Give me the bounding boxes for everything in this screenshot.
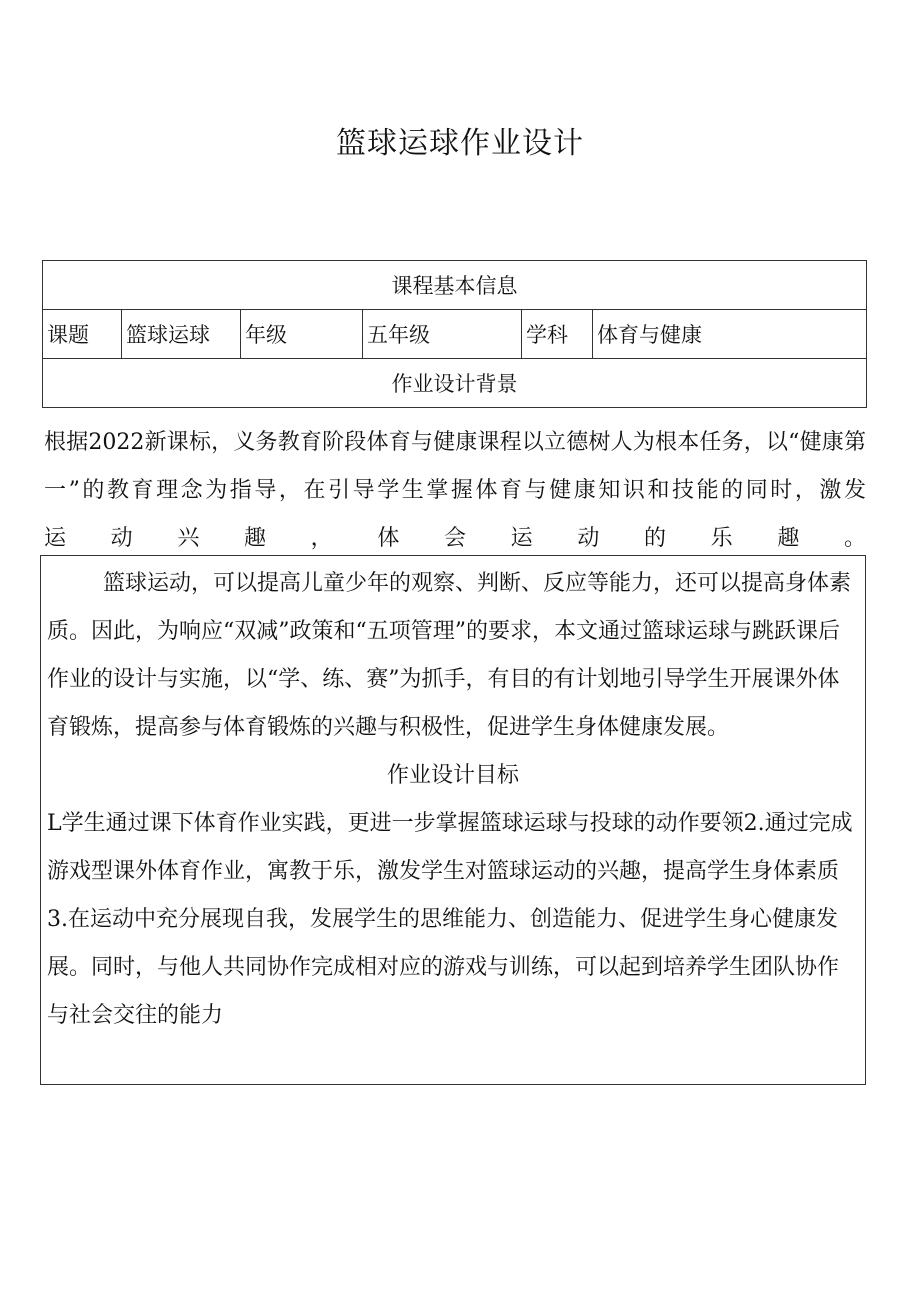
grade-label: 年级 xyxy=(241,310,363,359)
topic-label: 课题 xyxy=(43,310,122,359)
subject-label: 学科 xyxy=(522,310,593,359)
table-header-course-info: 课程基本信息 xyxy=(43,261,867,310)
course-info-table xyxy=(42,260,867,408)
topic-value: 篮球运球 xyxy=(122,310,241,359)
table-row xyxy=(43,359,867,408)
document-title: 篮球运球作业设计 xyxy=(336,126,584,161)
design-box xyxy=(40,555,866,1085)
section-head-background: 作业设计背景 xyxy=(43,359,867,408)
table-row xyxy=(43,261,867,310)
grade-value: 五年级 xyxy=(363,310,522,359)
table-row xyxy=(43,310,867,359)
subject-value: 体育与健康 xyxy=(593,310,867,359)
goals-paragraph-1: L学生通过课下体育作业实践，更进一步掌握篮球运球与投球的动作要领2.通过完成游戏型课外体育作业，寓教于乐，激发学生对篮球运动的兴趣，提高学生身体素质 xyxy=(47,811,853,884)
goals-paragraph-2: 3.在运动中充分展现自我，发展学生的思维能力、创造能力、促进学生身心健康发展。同时，与他人共同协作完成相对应的游戏与训练，可以起到培养学生团队协作与社会交往的能力 xyxy=(47,907,840,1028)
background-text xyxy=(44,419,866,563)
intro-paragraph: 篮球运动，可以提高儿童少年的观察、判断、反应等能力，还可以提高身体素质。因此，为响应“双减”政策和“五项管理”的要求，本文通过篮球运球与跳跃课后作业的设计与实施，以“学、练、赛”为抓手，有目的有计划地引导学生开展课外体育锻炼，提高参与体育锻炼的兴趣与积极性，促进学生身体健康发展。 xyxy=(47,571,852,740)
goals-heading: 作业设计目标 xyxy=(386,763,519,788)
background-last-line: 运动兴趣，体会运动的乐趣。 xyxy=(44,526,866,551)
background-paragraph: 根据2022新课标，义务教育阶段体育与健康课程以立德树人为根本任务，以“健康第一”的教育理念为指导，在引导学生掌握体育与健康知识和技能的同时，激发 xyxy=(44,430,866,503)
